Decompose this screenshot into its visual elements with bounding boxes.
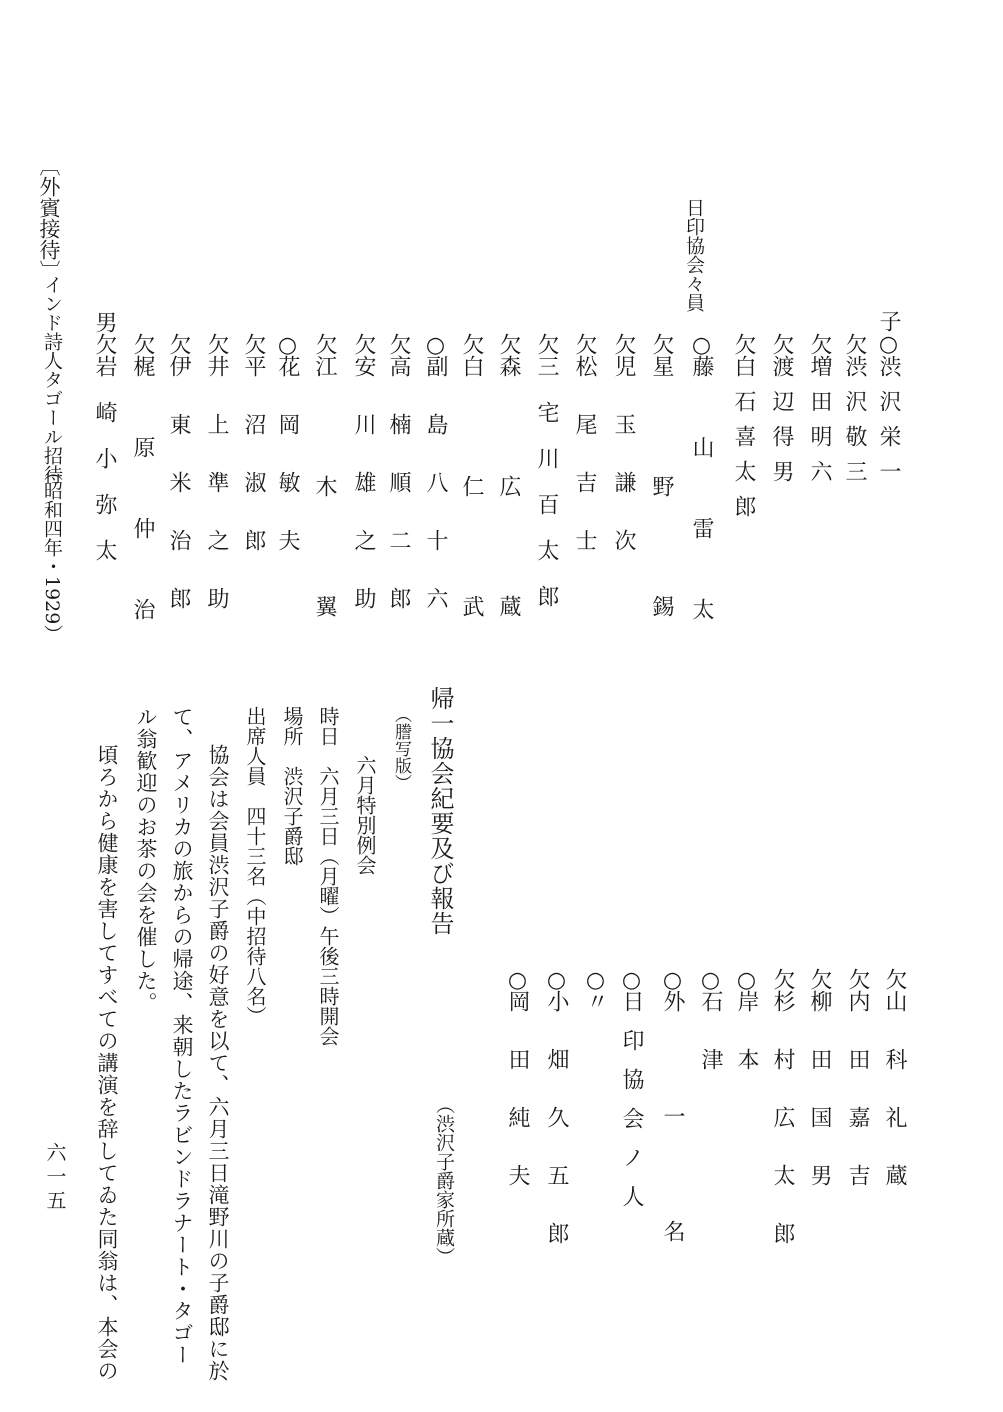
list-item-name: 副島八十六 xyxy=(423,355,448,645)
list-item-name: 白石喜太郎 xyxy=(731,355,756,530)
list-item: 欠 xyxy=(534,333,559,355)
list-item: 欠 xyxy=(351,333,376,355)
list-item: 欠 xyxy=(166,333,191,355)
list-item: ○ xyxy=(689,333,714,358)
body-line: 協会は会員渋沢子爵の好意を以て、六月三日滝野川の子爵邸に於 xyxy=(206,744,230,1382)
list-item: 欠 xyxy=(769,333,794,355)
list-item: 欠 xyxy=(611,333,636,355)
list-item-name: 内田嘉吉 xyxy=(845,990,870,1222)
attendance: 出席人員 四十三名（中招待八名） xyxy=(243,706,267,1026)
list-item-name: 三宅川百太郎 xyxy=(534,355,559,631)
list-item-name: 森広蔵 xyxy=(496,355,521,715)
list-item-name: 〃 xyxy=(583,990,608,1025)
report-format: （謄写版） xyxy=(391,706,411,791)
list-item-name: 柳田国男 xyxy=(807,990,832,1222)
list-item: 欠 xyxy=(204,333,229,355)
list-item-name: 伊東米治郎 xyxy=(166,355,191,645)
list-item-name: 安川雄之助 xyxy=(351,355,376,645)
list-item-name: 平沼淑郎 xyxy=(241,355,266,587)
list-item-name: 外一名 xyxy=(660,990,685,1335)
list-item: 欠 xyxy=(770,968,795,990)
list-item: 欠 xyxy=(845,968,870,990)
list-item: 子○ xyxy=(876,310,901,357)
list-item-name: 江木翼 xyxy=(312,355,337,715)
list-item: ○ xyxy=(660,968,685,993)
list-item: 欠 xyxy=(130,333,155,355)
list-item: 欠 xyxy=(241,333,266,355)
list-item: ○ xyxy=(275,333,300,358)
list-item-name: 児玉謙次 xyxy=(611,355,636,587)
list-item: ○ xyxy=(505,968,530,993)
list-item: ○ xyxy=(734,968,759,993)
list-item-name: 岩崎小弥太 xyxy=(92,355,117,585)
member-group-label: 日印協会々員 xyxy=(683,198,705,312)
list-item-name: 杉村広太郎 xyxy=(770,990,795,1280)
list-item-name: 石津 xyxy=(698,990,723,1106)
page-number: 六一五 xyxy=(43,1142,67,1214)
list-item: 欠 xyxy=(842,333,867,355)
section-tag: 〔外賓接待〕 xyxy=(37,155,61,281)
list-item: 欠 xyxy=(496,333,521,355)
list-item-name: 井上準之助 xyxy=(204,355,229,645)
source-note: （渋沢子爵家所蔵） xyxy=(433,1095,455,1266)
list-item-name: 白仁武 xyxy=(459,355,484,715)
section-title: インド詩人タゴール招待 xyxy=(41,275,63,484)
list-item: 欠 xyxy=(882,968,907,990)
body-line: て、アメリカの旅からの帰途、来朝したラビンドラナート・タゴー xyxy=(170,706,194,1366)
list-item-name: 岡田純夫 xyxy=(505,990,530,1222)
list-item-name: 山科礼蔵 xyxy=(882,990,907,1222)
section-date: （昭和四年・1929） xyxy=(41,462,63,644)
list-item-name: 松尾吉士 xyxy=(572,355,597,587)
list-item-name: 渋沢栄一 xyxy=(876,355,901,495)
list-item-name: 花岡敏夫 xyxy=(275,355,300,587)
list-item-name: 高楠順二郎 xyxy=(386,355,411,645)
meeting-time: 時日 六月三日（月曜）午後三時開会 xyxy=(316,706,340,1046)
list-item: 男欠 xyxy=(92,311,117,355)
report-title: 帰一協会紀要及び報告 xyxy=(426,686,454,936)
list-item: 欠 xyxy=(312,333,337,355)
list-item-name: 渡辺得男 xyxy=(769,355,794,495)
list-item-name: 小畑久五郎 xyxy=(544,990,569,1280)
body-line: ル翁歓迎のお茶の会を催した。 xyxy=(134,706,158,1014)
list-item: 欠 xyxy=(807,333,832,355)
list-item: 欠 xyxy=(386,333,411,355)
list-item: 欠 xyxy=(731,333,756,355)
list-item: 欠 xyxy=(572,333,597,355)
list-item: ○ xyxy=(619,968,644,993)
meeting-name: 六月特別例会 xyxy=(353,755,377,875)
meeting-place: 場所 渋沢子爵邸 xyxy=(280,706,304,866)
body-line: 頃ろから健康を害してすべての講演を辞してゐた同翁は、本会の xyxy=(95,744,119,1382)
list-item: ○ xyxy=(544,968,569,993)
list-item: 欠 xyxy=(459,333,484,355)
list-item: ○ xyxy=(423,333,448,358)
list-item-name: 梶原仲治 xyxy=(130,355,155,679)
list-item: ○ xyxy=(583,968,608,993)
list-item-name: 増田明六 xyxy=(807,355,832,495)
list-item: 欠 xyxy=(807,968,832,990)
list-item-name: 岸本 xyxy=(734,990,759,1106)
list-item-name: 藤山雷太 xyxy=(689,355,714,679)
list-item-name: 星野錫 xyxy=(649,355,674,715)
list-item-name: 日印協会ノ人 xyxy=(619,990,644,1224)
list-item: 欠 xyxy=(649,333,674,355)
list-item-name: 渋沢敬三 xyxy=(842,355,867,495)
list-item: ○ xyxy=(698,968,723,993)
